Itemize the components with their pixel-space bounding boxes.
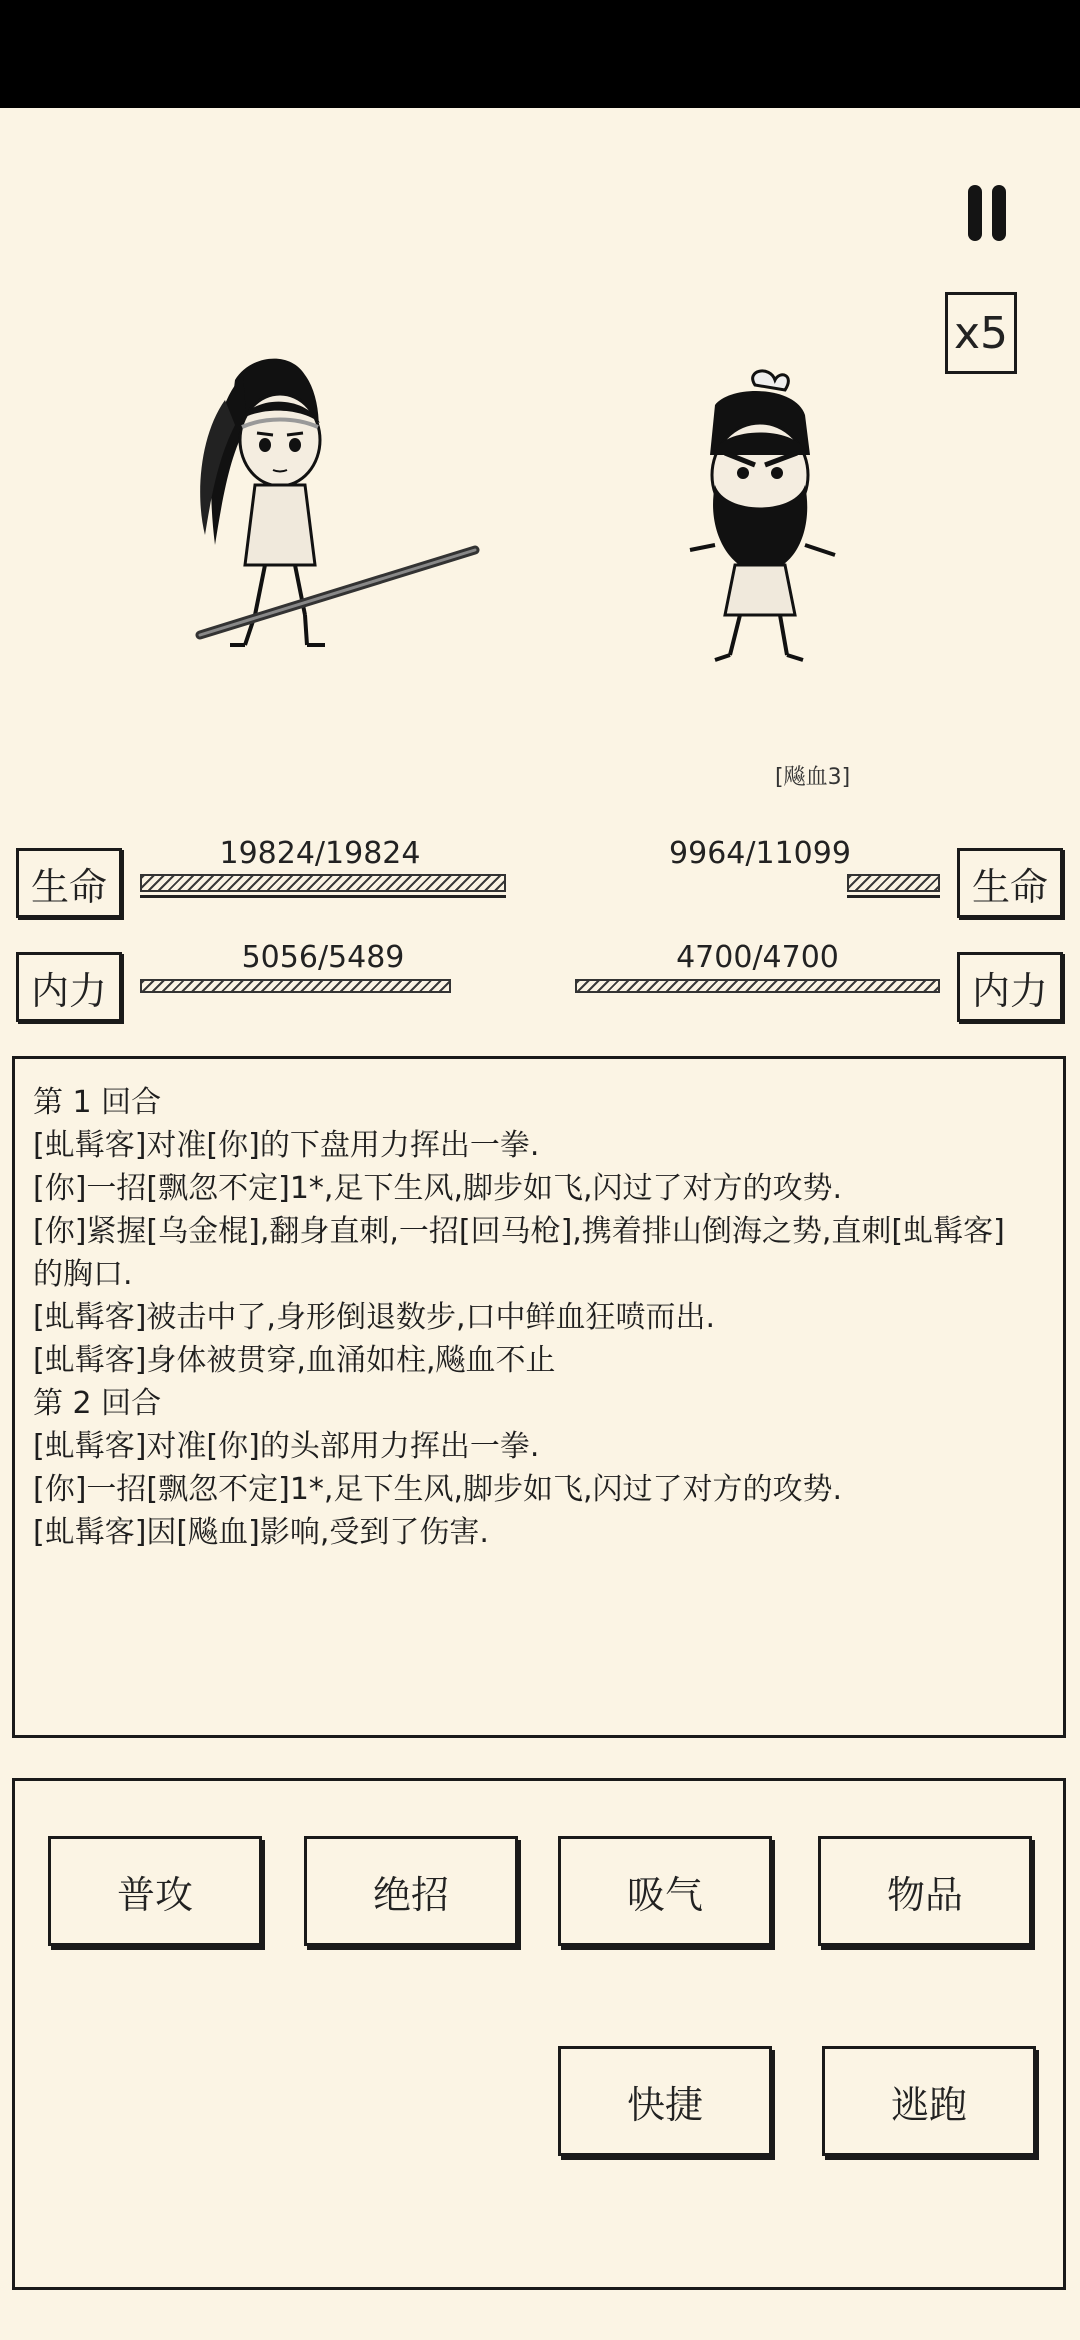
log-line: [你]一招[飘忽不定]1*,足下生风,脚步如飞,闪过了对方的攻势. — [33, 1171, 843, 1206]
player-hp-bar — [140, 874, 506, 892]
player-mp-label: 内力 — [16, 952, 122, 1022]
player-mp-text: 5056/5489 — [241, 940, 405, 975]
log-line: [虬髯客]因[飚血]影响,受到了伤害. — [33, 1515, 489, 1550]
enemy-hp-label: 生命 — [957, 848, 1063, 918]
log-line: [虬髯客]被击中了,身形倒退数步,口中鲜血狂喷而出. — [33, 1300, 716, 1335]
speed-toggle-button[interactable]: x5 — [945, 292, 1017, 374]
log-line: [虬髯客]对准[你]的下盘用力挥出一拳. — [33, 1128, 540, 1163]
quick-button[interactable]: 快捷 — [558, 2046, 772, 2156]
enemy-status-effect: [飚血3] — [775, 765, 851, 790]
player-character — [195, 345, 495, 695]
log-line: 的胸口. — [33, 1257, 133, 1292]
enemy-mp-bar — [575, 979, 940, 993]
enemy-hp-bar — [847, 874, 940, 892]
attack-button[interactable]: 普攻 — [48, 1836, 262, 1946]
flee-button[interactable]: 逃跑 — [822, 2046, 1036, 2156]
pause-icon — [968, 185, 982, 241]
player-hp-text: 19824/19824 — [219, 836, 421, 871]
status-bar — [0, 0, 1080, 108]
pause-button[interactable] — [966, 185, 1010, 245]
items-button[interactable]: 物品 — [818, 1836, 1032, 1946]
combat-log[interactable] — [12, 1056, 1066, 1738]
log-line: [你]一招[飘忽不定]1*,足下生风,脚步如飞,闪过了对方的攻势. — [33, 1472, 843, 1507]
player-mp-bar — [140, 979, 451, 993]
log-line: [你]紧握[乌金棍],翻身直刺,一招[回马枪],携着排山倒海之势,直刺[虬髯客] — [33, 1214, 1005, 1249]
log-line: [虬髯客]对准[你]的头部用力挥出一拳. — [33, 1429, 540, 1464]
enemy-mp-text: 4700/4700 — [676, 940, 839, 975]
log-line: 第 1 回合 — [33, 1085, 162, 1120]
log-line: [虬髯客]身体被贯穿,血涌如柱,飚血不止 — [33, 1343, 556, 1378]
enemy-mp-label: 内力 — [957, 952, 1063, 1022]
enemy-hp-text: 9964/11099 — [669, 836, 851, 871]
enemy-character — [675, 365, 855, 695]
log-line: 第 2 回合 — [33, 1386, 162, 1421]
special-move-button[interactable]: 绝招 — [304, 1836, 518, 1946]
breathe-button[interactable]: 吸气 — [558, 1836, 772, 1946]
player-hp-label: 生命 — [16, 848, 122, 918]
